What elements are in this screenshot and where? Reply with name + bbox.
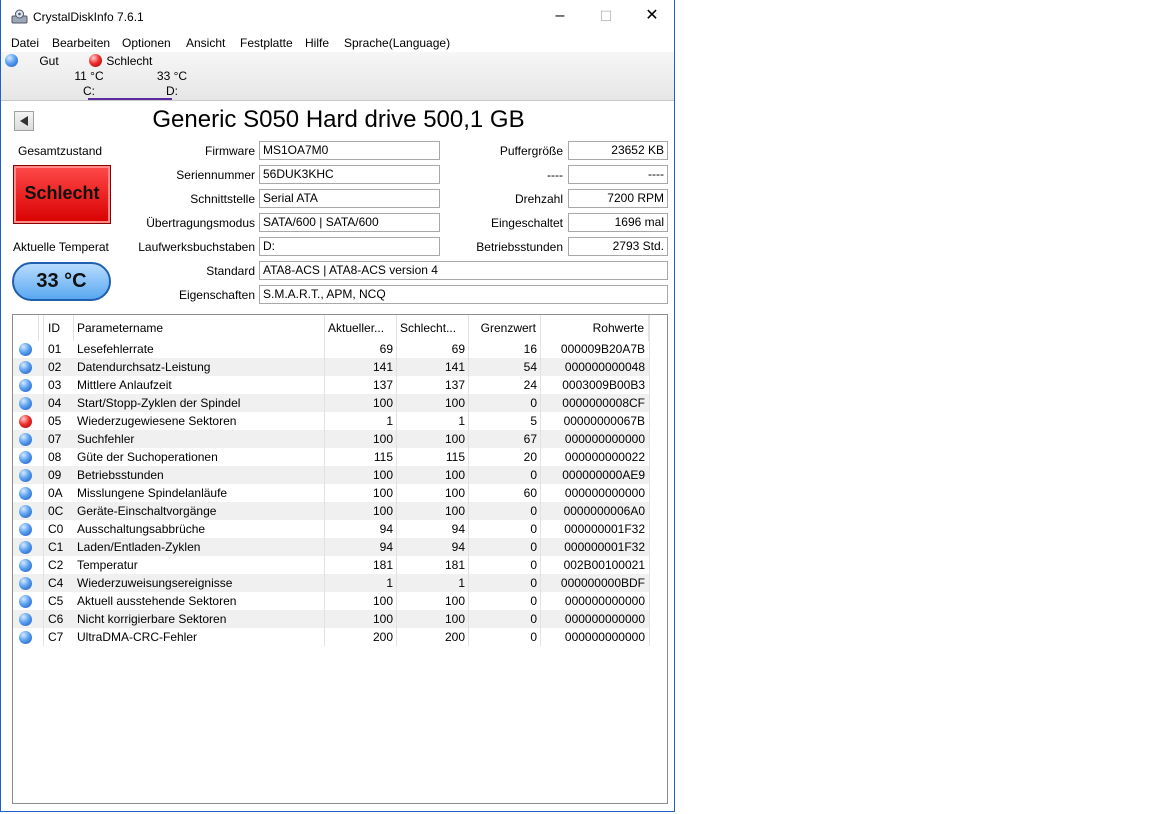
attr-raw: 000009B20A7B [560,342,645,356]
status-good-icon [19,541,32,554]
attr-worst: 94 [451,522,465,536]
nv-cache-label: ---- [547,168,563,182]
attr-raw: 002B00100021 [563,558,645,572]
attr-raw: 0000000006A0 [563,504,645,518]
column-header-id[interactable]: ID [44,315,74,341]
attr-threshold: 20 [523,450,537,464]
nv-cache-field: ---- [568,165,668,184]
attr-id: 0A [48,486,63,500]
attr-threshold: 0 [530,522,537,536]
attr-id: 02 [48,360,62,374]
attr-current: 1 [386,414,393,428]
attr-id: 05 [48,414,62,428]
drive-selector-bar [1,52,674,101]
table-row[interactable] [13,538,649,556]
table-row[interactable] [13,628,649,646]
attr-threshold: 0 [530,594,537,608]
attr-id: C7 [48,630,64,644]
title-bar[interactable] [1,0,674,34]
column-separator [324,315,325,646]
attr-raw: 000000000000 [564,630,645,644]
health-label: Gesamtzustand [18,144,103,158]
drive-letters-label: Laufwerksbuchstaben [138,240,255,254]
attr-threshold: 54 [523,360,537,374]
column-header-raw[interactable]: Rohwerte [540,315,649,341]
attr-raw: 000000000000 [564,594,645,608]
attr-current: 69 [379,342,393,356]
status-good-icon [19,577,32,590]
attr-id: 09 [48,468,62,482]
attr-current: 100 [372,432,393,446]
drive-letter: C: [83,84,95,98]
attr-threshold: 0 [530,468,537,482]
attr-worst: 100 [444,594,465,608]
column-header-status[interactable] [13,315,39,341]
features-label: Eigenschaften [178,288,255,302]
status-good-icon [19,379,32,392]
status-good-icon [19,433,32,446]
drive-tab-d[interactable] [88,52,188,100]
attr-threshold: 0 [530,630,537,644]
table-row[interactable] [13,484,649,502]
status-good-icon [19,631,32,644]
table-row[interactable] [13,556,649,574]
attr-worst: 100 [444,432,465,446]
buffer-size-label: Puffergröße [499,144,563,158]
attr-name: Wiederzugewiesene Sektoren [77,414,237,428]
attr-current: 100 [372,594,393,608]
attr-worst: 69 [451,342,465,356]
attr-name: Wiederzuweisungsereignisse [77,576,233,590]
menu-optionen[interactable]: Optionen [122,36,171,50]
buffer-size-field: 23652 KB [568,141,668,160]
status-bad-icon [89,54,102,67]
attr-name: Temperatur [77,558,138,572]
attr-threshold: 5 [530,414,537,428]
maximize-button[interactable]: ☐ [599,8,613,24]
drive-letter: D: [166,84,178,98]
attr-worst: 115 [445,450,465,464]
temperature-label: Aktuelle Temperat [13,240,109,254]
attr-raw: 0003009B00B3 [562,378,645,392]
attr-name: Laden/Entladen-Zyklen [77,540,201,554]
drive-title: Generic S050 Hard drive 500,1 GB [152,106,525,133]
attr-id: 01 [48,342,62,356]
attr-current: 94 [379,540,393,554]
attr-raw: 000000000BDF [560,576,645,590]
column-separator [540,315,541,646]
status-good-icon [19,595,32,608]
firmware-field: MS1OA7M0 [259,141,440,160]
attr-worst: 100 [444,486,465,500]
health-status-badge[interactable]: Schlecht [13,165,111,224]
column-separator [396,315,397,646]
attr-worst: 94 [451,540,465,554]
power-on-hours-label: Betriebsstunden [476,240,563,254]
attr-name: Lesefehlerrate [77,342,154,356]
standard-label: Standard [206,264,255,278]
attr-worst: 1 [458,576,465,590]
drive-letters-field: D: [259,237,440,256]
table-row[interactable] [13,502,649,520]
table-row[interactable] [13,592,649,610]
table-row[interactable] [13,412,649,430]
table-row[interactable] [13,358,649,376]
table-row[interactable] [13,574,649,592]
attr-raw: 000000000022 [564,450,645,464]
attr-raw: 000000000AE9 [562,468,645,482]
attr-id: 03 [48,378,62,392]
attr-current: 100 [372,396,393,410]
status-good-icon [19,451,32,464]
status-good-icon [5,54,18,67]
drive-status-label: Gut [39,54,59,68]
column-header-name[interactable]: Parametername [73,315,325,341]
firmware-label: Firmware [205,144,255,158]
status-good-icon [19,523,32,536]
attr-raw: 00000000067B [563,414,645,428]
attr-raw: 0000000008CF [562,396,645,410]
attr-worst: 141 [444,360,465,374]
column-separator [43,315,44,646]
attr-name: Suchfehler [77,432,135,446]
column-header-current[interactable]: Aktueller... [324,315,397,341]
status-good-icon [19,343,32,356]
attr-threshold: 60 [523,486,537,500]
attr-name: Ausschaltungsabbrüche [77,522,206,536]
table-row[interactable] [13,430,649,448]
app-icon [11,9,28,24]
attr-name: Güte der Suchoperationen [77,450,218,464]
attr-threshold: 0 [530,504,537,518]
attr-current: 137 [372,378,393,392]
attr-id: C4 [48,576,64,590]
smart-attributes-table[interactable] [12,314,668,804]
serial-label: Seriennummer [176,168,255,182]
status-good-icon [19,361,32,374]
transfer-mode-label: Übertragungsmodus [146,216,255,230]
attr-id: 08 [48,450,62,464]
column-header-threshold[interactable]: Grenzwert [468,315,541,341]
attr-worst: 181 [444,558,465,572]
attr-threshold: 0 [530,612,537,626]
attr-current: 181 [372,558,393,572]
drive-temp: 33 °C [156,69,188,83]
drive-status [5,54,59,68]
attr-threshold: 24 [523,378,537,392]
column-header-worst[interactable]: Schlecht... [396,315,469,341]
menu-sprache[interactable]: Sprache(Language) [344,36,451,50]
attr-worst: 100 [444,468,465,482]
drive-status-label: Schlecht [106,54,153,68]
attr-current: 100 [372,468,393,482]
rotation-rate-field: 7200 RPM [568,189,668,208]
drive-status [89,54,152,68]
table-row[interactable] [13,376,649,394]
features-field: S.M.A.R.T., APM, NCQ [259,285,668,304]
menu-ansicht[interactable]: Ansicht [186,36,226,50]
attr-name: Misslungene Spindelanläufe [77,486,228,500]
menu-datei[interactable]: Datei [11,36,40,50]
attr-raw: 000000001F32 [564,540,645,554]
standard-field: ATA8-ACS | ATA8-ACS version 4 [259,261,668,280]
rotation-rate-label: Drehzahl [514,192,563,206]
status-good-icon [19,469,32,482]
status-good-icon [19,505,32,518]
attr-id: C1 [48,540,64,554]
attr-id: 0C [48,504,64,518]
attr-name: Datendurchsatz-Leistung [77,360,211,374]
attr-worst: 137 [444,378,465,392]
table-row[interactable] [13,610,649,628]
menu-festplatte[interactable]: Festplatte [240,36,293,50]
attr-raw: 000000000000 [564,612,645,626]
temperature-badge[interactable]: 33 °C [12,262,111,301]
power-on-hours-field: 2793 Std. [568,237,668,256]
attr-id: 04 [48,396,62,410]
attr-worst: 100 [444,504,465,518]
attr-threshold: 67 [523,432,537,446]
attr-current: 100 [372,612,393,626]
attr-id: C6 [48,612,64,626]
attr-worst: 1 [458,414,465,428]
column-separator [468,315,469,646]
table-row[interactable] [13,394,649,412]
attr-threshold: 16 [523,342,537,356]
table-row[interactable] [13,448,649,466]
transfer-mode-field: SATA/600 | SATA/600 [259,213,440,232]
attr-threshold: 0 [530,576,537,590]
column-separator [649,315,650,646]
attr-worst: 100 [444,612,465,626]
table-row[interactable] [13,340,649,358]
attr-raw: 000000000000 [564,432,645,446]
attr-id: C2 [48,558,64,572]
menu-hilfe[interactable]: Hilfe [305,36,330,50]
attr-current: 1 [386,576,393,590]
menu-bar [1,34,674,52]
window-title: CrystalDiskInfo 7.6.1 [33,10,144,24]
status-good-icon [19,397,32,410]
attr-threshold: 0 [530,540,537,554]
power-on-count-label: Eingeschaltet [490,216,563,230]
attr-current: 141 [372,360,393,374]
attr-raw: 000000000000 [564,486,645,500]
attr-id: C0 [48,522,64,536]
interface-field: Serial ATA [259,189,440,208]
menu-bearbeiten[interactable]: Bearbeiten [52,36,111,50]
attr-name: Geräte-Einschaltvorgänge [77,504,217,518]
attr-current: 200 [372,630,393,644]
table-row[interactable] [13,466,649,484]
status-bad-icon [19,415,32,428]
drive-temp: 11 °C [74,69,104,83]
attr-name: Aktuell ausstehende Sektoren [77,594,237,608]
power-on-count-field: 1696 mal [568,213,668,232]
interface-label: Schnittstelle [190,192,255,206]
attr-raw: 000000001F32 [564,522,645,536]
attr-name: Start/Stopp-Zyklen der Spindel [77,396,241,410]
status-good-icon [19,613,32,626]
attr-name: Mittlere Anlaufzeit [77,378,172,392]
minimize-button[interactable]: – [555,7,565,24]
attr-current: 100 [372,504,393,518]
attr-id: 07 [48,432,62,446]
attr-worst: 100 [444,396,465,410]
close-button[interactable]: ✕ [645,7,659,24]
attr-current: 115 [373,450,393,464]
drive-tab-c[interactable] [1,52,104,100]
attr-id: C5 [48,594,64,608]
status-good-icon [19,559,32,572]
serial-field: 56DUK3KHC [259,165,440,184]
attr-name: Betriebsstunden [77,468,164,482]
status-good-icon [19,487,32,500]
attr-threshold: 0 [530,558,537,572]
attr-worst: 200 [444,630,465,644]
attr-raw: 000000000048 [564,360,645,374]
table-row[interactable] [13,520,649,538]
attr-current: 94 [379,522,393,536]
attr-current: 100 [372,486,393,500]
attr-name: Nicht korrigierbare Sektoren [77,612,227,626]
attr-threshold: 0 [530,396,537,410]
attr-name: UltraDMA-CRC-Fehler [77,630,198,644]
